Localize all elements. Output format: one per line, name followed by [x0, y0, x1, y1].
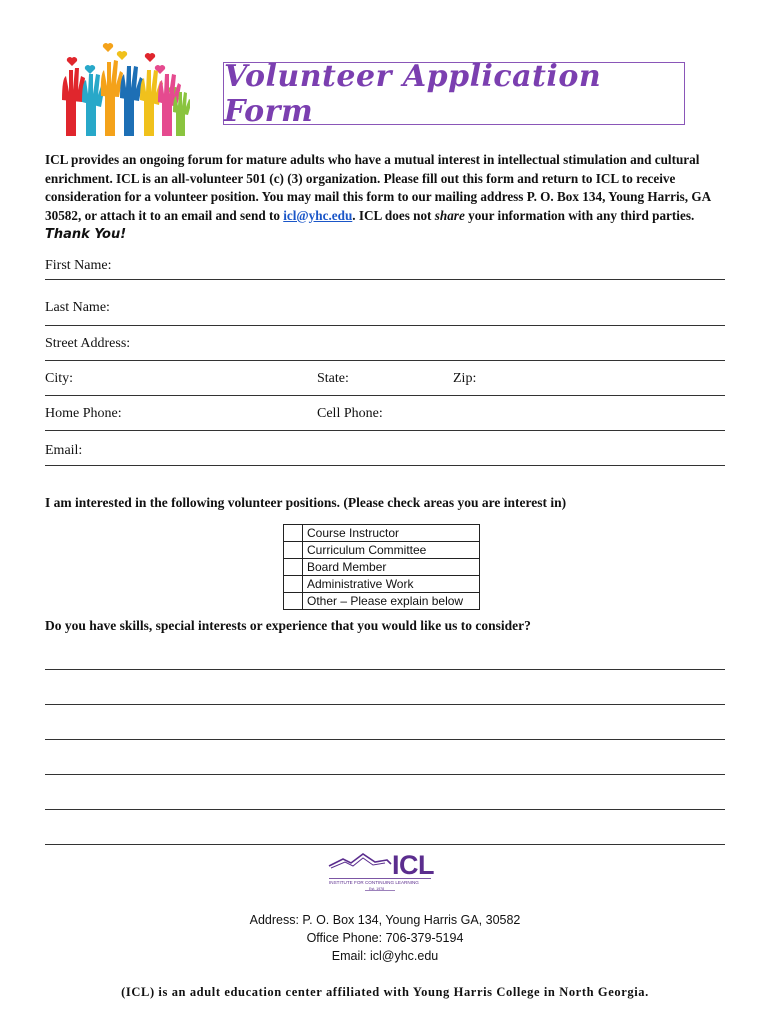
- first-name-field[interactable]: [45, 279, 725, 280]
- answer-line[interactable]: [45, 809, 725, 810]
- intro-text-3: your information with any third parties.: [464, 207, 695, 223]
- icl-logo-fullname: INSTITUTE FOR CONTINUING LEARNING: [329, 880, 419, 885]
- footer-tagline: (ICL) is an adult education center affiliated with Young Harris College in North Georgia.: [121, 985, 649, 999]
- icl-logo-text: ICL: [392, 850, 434, 880]
- position-label: Course Instructor: [303, 525, 480, 542]
- raised-hands-logo: [60, 40, 190, 138]
- street-address-field[interactable]: [45, 360, 725, 361]
- home-phone-label: Home Phone:: [45, 406, 122, 421]
- position-checkbox[interactable]: [284, 576, 303, 593]
- city-label: City:: [45, 371, 74, 386]
- position-row: [284, 559, 480, 576]
- title-box: [223, 58, 685, 129]
- position-label: Curriculum Committee: [303, 542, 480, 559]
- first-name-label: First Name:: [45, 258, 112, 273]
- office-phone-line: Office Phone: 706-379-5194: [306, 931, 464, 945]
- position-row: [284, 576, 480, 593]
- last-name-field[interactable]: [45, 325, 725, 326]
- street-address-label: Street Address:: [45, 336, 131, 351]
- email-link[interactable]: icl@yhc.edu: [283, 207, 353, 223]
- footer-email-line: Email: icl@yhc.edu: [331, 949, 439, 963]
- position-checkbox[interactable]: [284, 525, 303, 542]
- position-row: [284, 525, 480, 542]
- answer-line[interactable]: [45, 844, 725, 845]
- answer-line[interactable]: [45, 669, 725, 670]
- skills-question: Do you have skills, special interests or experience that you would like us to consider?: [45, 618, 531, 633]
- address-block: [0, 911, 770, 965]
- position-label: Other – Please explain below: [303, 593, 480, 610]
- email-field[interactable]: [45, 465, 725, 466]
- intro-paragraph: [45, 151, 725, 245]
- state-label: State:: [317, 371, 349, 386]
- position-row: [284, 593, 480, 610]
- position-checkbox[interactable]: [284, 559, 303, 576]
- intro-text-2: . ICL does not: [352, 207, 435, 223]
- icl-logo: [325, 850, 435, 896]
- zip-label: Zip:: [453, 371, 477, 386]
- phone-field[interactable]: [45, 430, 725, 431]
- position-label: Board Member: [303, 559, 480, 576]
- position-checkbox[interactable]: [284, 542, 303, 559]
- answer-line[interactable]: [45, 739, 725, 740]
- city-state-zip-field[interactable]: [45, 395, 725, 396]
- address-line: Address: P. O. Box 134, Young Harris GA, 30582: [249, 913, 521, 927]
- intro-text-1: ICL provides an ongoing forum for mature adults who have a mutual interest in intellectual stimulation and cultural enrichment. ICL is an all-volunteer 501 (c) (3) organization. Please fill out this form and return to ICL to receive consideration for a volunteer position. You may mail this form to our mailing address P. O. Box 134, Young Harris, GA 30582, or attach it to an email and send to: [45, 152, 711, 223]
- form-title: Volunteer Application Form: [224, 58, 602, 129]
- cell-phone-label: Cell Phone:: [317, 406, 383, 421]
- answer-line[interactable]: [45, 704, 725, 705]
- positions-question: I am interested in the following volunteer positions. (Please check areas you are interest in): [45, 495, 567, 510]
- answer-line[interactable]: [45, 774, 725, 775]
- positions-table: [283, 524, 480, 610]
- position-checkbox[interactable]: [284, 593, 303, 610]
- position-row: [284, 542, 480, 559]
- position-label: Administrative Work: [303, 576, 480, 593]
- thank-you-text: Thank You!: [45, 227, 127, 242]
- email-label: Email:: [45, 443, 83, 458]
- last-name-label: Last Name:: [45, 300, 110, 315]
- intro-share: share: [434, 207, 465, 223]
- icl-logo-est: Est. 1978: [369, 887, 385, 891]
